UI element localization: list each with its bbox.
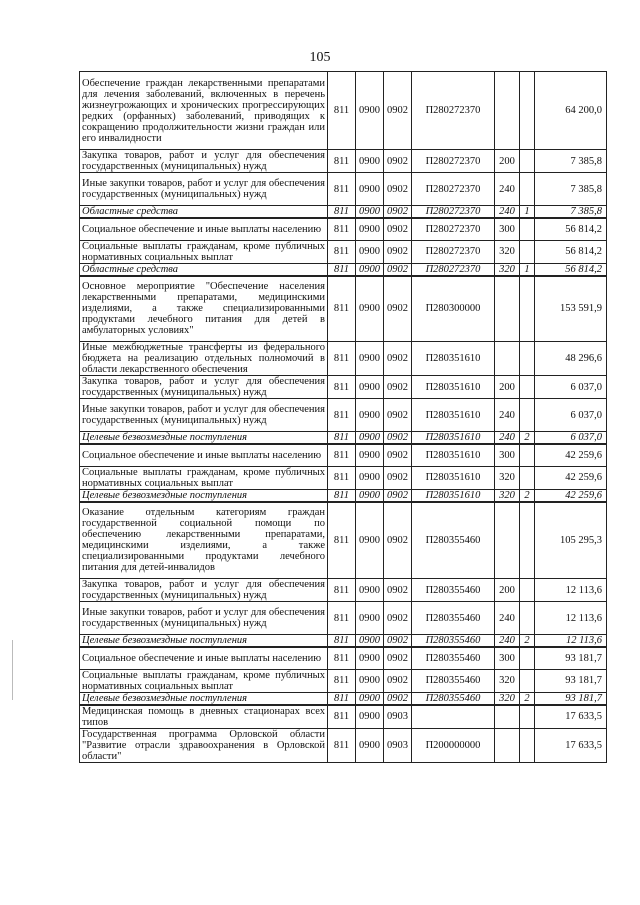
row-target-article: П280355460	[412, 669, 495, 692]
row-source-code	[520, 502, 535, 579]
row-name: Закупка товаров, работ и услуг для обеспечения государственных (муниципальных) нужд	[80, 579, 328, 602]
row-subsection-code: 0902	[384, 647, 412, 669]
row-name: Целевые безвозмездные поступления	[80, 432, 328, 445]
row-amount: 6 037,0	[535, 432, 607, 445]
row-target-article: П280351610	[412, 466, 495, 489]
row-source-code	[520, 276, 535, 342]
row-subsection-code: 0902	[384, 376, 412, 399]
row-expense-type: 200	[495, 150, 520, 173]
table-row	[80, 705, 607, 729]
row-amount: 93 181,7	[535, 669, 607, 692]
table-row	[80, 399, 607, 432]
row-org-code: 811	[328, 173, 356, 206]
table-row	[80, 466, 607, 489]
row-target-article: П280272370	[412, 240, 495, 263]
row-name: Целевые безвозмездные поступления	[80, 692, 328, 705]
row-target-article: П280272370	[412, 206, 495, 219]
row-source-code	[520, 150, 535, 173]
row-source-code	[520, 72, 535, 150]
row-name: Целевые безвозмездные поступления	[80, 489, 328, 502]
row-subsection-code: 0902	[384, 399, 412, 432]
row-name: Областные средства	[80, 206, 328, 219]
row-expense-type	[495, 342, 520, 376]
row-expense-type: 320	[495, 240, 520, 263]
row-target-article	[412, 705, 495, 729]
table-row	[80, 276, 607, 342]
row-name: Социальное обеспечение и иные выплаты населению	[80, 444, 328, 466]
row-target-article: П280272370	[412, 173, 495, 206]
row-name: Социальные выплаты гражданам, кроме публичных нормативных социальных выплат	[80, 466, 328, 489]
row-org-code: 811	[328, 342, 356, 376]
row-subsection-code: 0902	[384, 240, 412, 263]
row-org-code: 811	[328, 466, 356, 489]
row-amount: 12 113,6	[535, 602, 607, 635]
row-source-code	[520, 240, 535, 263]
row-amount: 48 296,6	[535, 342, 607, 376]
row-org-code: 811	[328, 206, 356, 219]
row-expense-type	[495, 502, 520, 579]
row-source-code	[520, 466, 535, 489]
row-target-article: П280355460	[412, 579, 495, 602]
row-expense-type: 320	[495, 489, 520, 502]
row-subsection-code: 0902	[384, 444, 412, 466]
row-org-code: 811	[328, 728, 356, 762]
row-amount: 56 814,2	[535, 218, 607, 240]
row-source-code	[520, 218, 535, 240]
row-source-code	[520, 705, 535, 729]
row-name: Закупка товаров, работ и услуг для обеспечения государственных (муниципальных) нужд	[80, 150, 328, 173]
row-amount: 93 181,7	[535, 692, 607, 705]
row-expense-type: 240	[495, 173, 520, 206]
row-expense-type: 200	[495, 579, 520, 602]
row-name: Социальные выплаты гражданам, кроме публичных нормативных социальных выплат	[80, 240, 328, 263]
row-subsection-code: 0902	[384, 173, 412, 206]
row-amount: 17 633,5	[535, 728, 607, 762]
row-source-code: 2	[520, 489, 535, 502]
row-org-code: 811	[328, 635, 356, 648]
row-expense-type: 240	[495, 399, 520, 432]
row-amount: 153 591,9	[535, 276, 607, 342]
row-expense-type: 240	[495, 602, 520, 635]
row-target-article: П280351610	[412, 489, 495, 502]
table-row	[80, 342, 607, 376]
row-amount: 6 037,0	[535, 399, 607, 432]
row-section-code: 0900	[356, 692, 384, 705]
row-source-code: 1	[520, 263, 535, 276]
row-expense-type: 300	[495, 218, 520, 240]
row-org-code: 811	[328, 647, 356, 669]
table-row	[80, 432, 607, 445]
row-source-code	[520, 444, 535, 466]
row-target-article: П200000000	[412, 728, 495, 762]
table-row	[80, 72, 607, 150]
row-org-code: 811	[328, 669, 356, 692]
table-row	[80, 173, 607, 206]
row-subsection-code: 0902	[384, 342, 412, 376]
row-org-code: 811	[328, 218, 356, 240]
row-expense-type	[495, 728, 520, 762]
row-source-code	[520, 579, 535, 602]
row-section-code: 0900	[356, 502, 384, 579]
row-subsection-code: 0902	[384, 692, 412, 705]
table-row	[80, 444, 607, 466]
row-expense-type: 300	[495, 647, 520, 669]
row-target-article: П280355460	[412, 635, 495, 648]
row-expense-type	[495, 72, 520, 150]
row-org-code: 811	[328, 489, 356, 502]
row-name: Целевые безвозмездные поступления	[80, 635, 328, 648]
row-source-code	[520, 647, 535, 669]
row-target-article: П280351610	[412, 444, 495, 466]
row-expense-type: 320	[495, 669, 520, 692]
table-row	[80, 602, 607, 635]
row-target-article: П280355460	[412, 602, 495, 635]
row-source-code: 1	[520, 206, 535, 219]
row-name: Закупка товаров, работ и услуг для обеспечения государственных (муниципальных) нужд	[80, 376, 328, 399]
row-org-code: 811	[328, 432, 356, 445]
row-name: Областные средства	[80, 263, 328, 276]
row-org-code: 811	[328, 602, 356, 635]
row-section-code: 0900	[356, 728, 384, 762]
row-org-code: 811	[328, 579, 356, 602]
row-name: Иные закупки товаров, работ и услуг для обеспечения государственных (муниципальных) нужд	[80, 602, 328, 635]
row-subsection-code: 0902	[384, 206, 412, 219]
row-section-code: 0900	[356, 444, 384, 466]
row-target-article: П280355460	[412, 647, 495, 669]
row-section-code: 0900	[356, 635, 384, 648]
row-target-article: П280272370	[412, 263, 495, 276]
row-name: Государственная программа Орловской области "Развитие отрасли здравоохранения в Орловской области"	[80, 728, 328, 762]
row-source-code: 2	[520, 432, 535, 445]
row-subsection-code: 0903	[384, 705, 412, 729]
row-amount: 7 385,8	[535, 206, 607, 219]
row-amount: 42 259,6	[535, 444, 607, 466]
row-expense-type	[495, 705, 520, 729]
row-name: Обеспечение граждан лекарственными препаратами для лечения заболеваний, включенных в перечень жизнеугрожающих и хронических прогрессирующих редких (орфанных) заболеваний, приводящих к сокращению продолжительности жизни граждан или его инвалидности	[80, 72, 328, 150]
row-section-code: 0900	[356, 240, 384, 263]
row-subsection-code: 0902	[384, 502, 412, 579]
row-org-code: 811	[328, 444, 356, 466]
row-section-code: 0900	[356, 72, 384, 150]
row-section-code: 0900	[356, 602, 384, 635]
row-target-article: П280355460	[412, 502, 495, 579]
table-row	[80, 376, 607, 399]
row-org-code: 811	[328, 276, 356, 342]
row-subsection-code: 0902	[384, 602, 412, 635]
table-row	[80, 218, 607, 240]
row-target-article: П280300000	[412, 276, 495, 342]
row-subsection-code: 0902	[384, 263, 412, 276]
row-amount: 56 814,2	[535, 240, 607, 263]
row-subsection-code: 0902	[384, 669, 412, 692]
page-number: 105	[309, 50, 331, 65]
table-row	[80, 692, 607, 705]
row-section-code: 0900	[356, 669, 384, 692]
row-org-code: 811	[328, 240, 356, 263]
row-subsection-code: 0902	[384, 72, 412, 150]
row-source-code: 2	[520, 692, 535, 705]
row-name: Иные закупки товаров, работ и услуг для обеспечения государственных (муниципальных) нужд	[80, 173, 328, 206]
row-section-code: 0900	[356, 489, 384, 502]
row-source-code	[520, 399, 535, 432]
row-target-article: П280272370	[412, 218, 495, 240]
row-section-code: 0900	[356, 705, 384, 729]
row-subsection-code: 0902	[384, 579, 412, 602]
row-subsection-code: 0903	[384, 728, 412, 762]
row-target-article: П280355460	[412, 692, 495, 705]
table-row	[80, 150, 607, 173]
table-row	[80, 669, 607, 692]
table-row	[80, 647, 607, 669]
table-row	[80, 635, 607, 648]
row-org-code: 811	[328, 692, 356, 705]
row-amount: 42 259,6	[535, 466, 607, 489]
row-subsection-code: 0902	[384, 489, 412, 502]
row-target-article: П280351610	[412, 399, 495, 432]
row-source-code	[520, 669, 535, 692]
row-source-code	[520, 602, 535, 635]
row-name: Основное мероприятие "Обеспечение населения лекарственными препаратами, медицинскими изделиями, а также специализированными продуктами лечебного питания для детей в амбулаторных условиях"	[80, 276, 328, 342]
table-row	[80, 240, 607, 263]
row-amount: 64 200,0	[535, 72, 607, 150]
row-section-code: 0900	[356, 399, 384, 432]
row-section-code: 0900	[356, 466, 384, 489]
row-section-code: 0900	[356, 173, 384, 206]
row-section-code: 0900	[356, 150, 384, 173]
table-row	[80, 489, 607, 502]
row-org-code: 811	[328, 150, 356, 173]
budget-table	[79, 71, 607, 763]
row-expense-type: 320	[495, 692, 520, 705]
row-name: Иные закупки товаров, работ и услуг для обеспечения государственных (муниципальных) нужд	[80, 399, 328, 432]
row-amount: 17 633,5	[535, 705, 607, 729]
row-amount: 7 385,8	[535, 150, 607, 173]
row-target-article: П280351610	[412, 432, 495, 445]
row-expense-type: 320	[495, 466, 520, 489]
table-row	[80, 206, 607, 219]
row-amount: 93 181,7	[535, 647, 607, 669]
row-amount: 42 259,6	[535, 489, 607, 502]
table-row	[80, 502, 607, 579]
row-name: Медицинская помощь в дневных стационарах всех типов	[80, 705, 328, 729]
row-org-code: 811	[328, 72, 356, 150]
row-expense-type: 300	[495, 444, 520, 466]
row-target-article: П280351610	[412, 342, 495, 376]
row-section-code: 0900	[356, 206, 384, 219]
row-name: Социальное обеспечение и иные выплаты населению	[80, 218, 328, 240]
row-subsection-code: 0902	[384, 635, 412, 648]
row-source-code	[520, 728, 535, 762]
row-expense-type: 240	[495, 635, 520, 648]
row-name: Иные межбюджетные трансферты из федерального бюджета на реализацию отдельных полномочий в области лекарственного обеспечения	[80, 342, 328, 376]
row-org-code: 811	[328, 705, 356, 729]
row-subsection-code: 0902	[384, 276, 412, 342]
row-org-code: 811	[328, 263, 356, 276]
row-section-code: 0900	[356, 647, 384, 669]
row-subsection-code: 0902	[384, 432, 412, 445]
row-amount: 12 113,6	[535, 635, 607, 648]
row-expense-type: 240	[495, 206, 520, 219]
row-name: Социальное обеспечение и иные выплаты населению	[80, 647, 328, 669]
row-section-code: 0900	[356, 276, 384, 342]
table-row	[80, 263, 607, 276]
row-section-code: 0900	[356, 342, 384, 376]
row-expense-type: 320	[495, 263, 520, 276]
row-expense-type	[495, 276, 520, 342]
row-subsection-code: 0902	[384, 150, 412, 173]
table-row	[80, 579, 607, 602]
row-name: Социальные выплаты гражданам, кроме публичных нормативных социальных выплат	[80, 669, 328, 692]
row-amount: 6 037,0	[535, 376, 607, 399]
row-section-code: 0900	[356, 218, 384, 240]
row-source-code: 2	[520, 635, 535, 648]
table-body	[80, 72, 607, 763]
row-target-article: П280351610	[412, 376, 495, 399]
row-section-code: 0900	[356, 376, 384, 399]
row-org-code: 811	[328, 399, 356, 432]
row-subsection-code: 0902	[384, 218, 412, 240]
row-source-code	[520, 342, 535, 376]
row-org-code: 811	[328, 502, 356, 579]
row-section-code: 0900	[356, 579, 384, 602]
row-target-article: П280272370	[412, 150, 495, 173]
row-expense-type: 240	[495, 432, 520, 445]
table-row	[80, 728, 607, 762]
row-section-code: 0900	[356, 263, 384, 276]
row-section-code: 0900	[356, 432, 384, 445]
row-source-code	[520, 173, 535, 206]
row-target-article: П280272370	[412, 72, 495, 150]
row-subsection-code: 0902	[384, 466, 412, 489]
row-amount: 105 295,3	[535, 502, 607, 579]
row-source-code	[520, 376, 535, 399]
row-expense-type: 200	[495, 376, 520, 399]
row-org-code: 811	[328, 376, 356, 399]
row-amount: 56 814,2	[535, 263, 607, 276]
row-amount: 7 385,8	[535, 173, 607, 206]
row-amount: 12 113,6	[535, 579, 607, 602]
row-name: Оказание отдельным категориям граждан государственной социальной помощи по обеспечению лекарственными препаратами, медицинскими изделиями, а также специализированными продуктами лечебного питания для детей-инвалидов	[80, 502, 328, 579]
margin-mark	[12, 640, 13, 700]
